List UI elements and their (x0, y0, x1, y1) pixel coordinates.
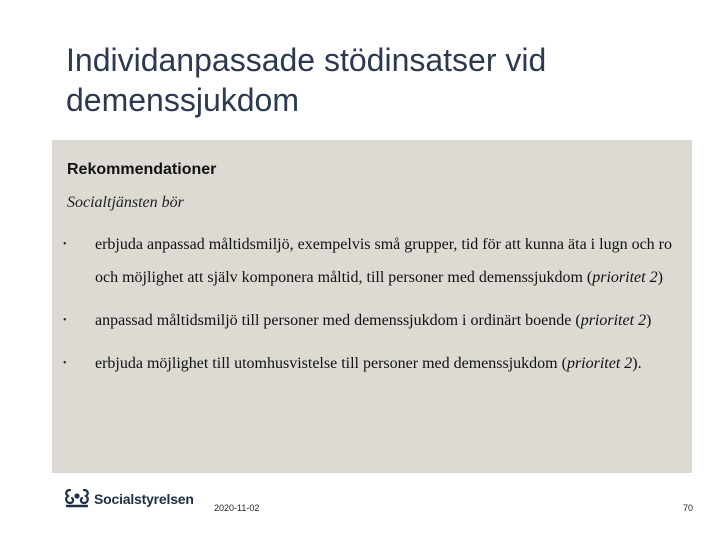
bullet-icon: • (63, 358, 67, 369)
bullet-icon: • (63, 315, 67, 326)
footer-date: 2020-11-02 (214, 503, 260, 513)
recommendations-intro: Socialtjänsten bör (67, 194, 184, 211)
recommendations-list (52, 228, 692, 390)
item-suffix: ) (657, 269, 663, 286)
bullet-icon: • (63, 239, 67, 250)
item-text: erbjuda anpassad måltidsmiljö, exempelvis små grupper, tid för att kunna äta i lugn och ro och möjlighet att själv komponera måltid, till personer med demenssjukdom ( (95, 236, 672, 286)
item-priority: prioritet 2 (566, 355, 633, 372)
item-priority: prioritet 2 (580, 312, 647, 329)
list-item (52, 304, 692, 337)
socialstyrelsen-logo-icon (64, 488, 90, 510)
item-suffix: ) (646, 312, 652, 329)
recommendations-heading: Rekommendationer (67, 161, 217, 178)
page-number: 70 (683, 503, 694, 513)
item-priority: prioritet 2 (592, 269, 658, 286)
logo-text: Socialstyrelsen (94, 491, 194, 507)
item-text: erbjuda möjlighet till utomhusvistelse till personer med demenssjukdom ( (95, 355, 567, 372)
slide-title: Individanpassade stödinsatser vid demenssjukdom (66, 42, 547, 118)
item-suffix: ). (632, 355, 642, 372)
list-item (52, 347, 692, 380)
list-item (52, 228, 692, 294)
item-text: anpassad måltidsmiljö till personer med demenssjukdom i ordinärt boende ( (95, 312, 581, 329)
recommendations-box (52, 140, 692, 473)
socialstyrelsen-logo (64, 488, 194, 510)
